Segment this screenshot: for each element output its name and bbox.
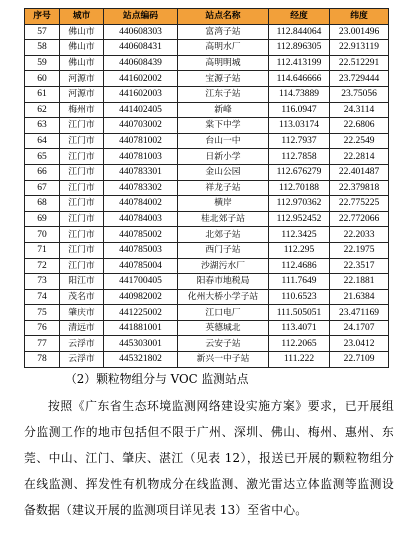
cell-index: 70 (25, 227, 60, 243)
cell-latitude: 22.379818 (330, 180, 389, 196)
table-row (25, 40, 389, 56)
cell-city: 佛山市 (60, 40, 104, 56)
cell-latitude: 23.001496 (330, 24, 389, 40)
cell-station-name: 台山一中 (178, 133, 269, 149)
cell-index: 67 (25, 180, 60, 196)
cell-station-code: 440783302 (104, 180, 178, 196)
cell-index: 66 (25, 164, 60, 180)
cell-latitude: 23.471169 (330, 305, 389, 321)
cell-latitude: 24.1707 (330, 320, 389, 336)
cell-station-code: 440781002 (104, 133, 178, 149)
cell-index: 69 (25, 211, 60, 227)
cell-station-name: 棠下中学 (178, 118, 269, 134)
cell-latitude: 22.7109 (330, 352, 389, 368)
cell-index: 72 (25, 258, 60, 274)
table-row (25, 289, 389, 305)
cell-index: 60 (25, 71, 60, 87)
table-row (25, 305, 389, 321)
cell-latitude: 23.0412 (330, 336, 389, 352)
cell-station-name: 日新小学 (178, 149, 269, 165)
cell-station-code: 440703002 (104, 118, 178, 134)
header-station-code: 站点编码 (104, 9, 178, 25)
cell-station-code: 441402405 (104, 102, 178, 118)
cell-longitude: 113.4071 (269, 320, 330, 336)
table-body (25, 24, 389, 367)
table-row (25, 24, 389, 40)
cell-index: 78 (25, 352, 60, 368)
cell-index: 63 (25, 118, 60, 134)
table-row (25, 258, 389, 274)
cell-station-name: 阳春市地税局 (178, 274, 269, 290)
table-header-row (25, 9, 389, 25)
cell-station-name: 祥龙子站 (178, 180, 269, 196)
cell-longitude: 113.03174 (269, 118, 330, 134)
cell-index: 61 (25, 86, 60, 102)
cell-station-name: 北郊子站 (178, 227, 269, 243)
cell-city: 江门市 (60, 211, 104, 227)
cell-city: 河源市 (60, 71, 104, 87)
cell-longitude: 111.222 (269, 352, 330, 368)
cell-station-name: 西门子站 (178, 242, 269, 258)
cell-index: 75 (25, 305, 60, 321)
cell-latitude: 23.729444 (330, 71, 389, 87)
cell-index: 58 (25, 40, 60, 56)
cell-station-code: 440608303 (104, 24, 178, 40)
cell-station-code: 440784003 (104, 211, 178, 227)
cell-longitude: 114.646666 (269, 71, 330, 87)
table-row (25, 336, 389, 352)
cell-latitude: 22.401487 (330, 164, 389, 180)
cell-longitude: 112.2065 (269, 336, 330, 352)
cell-city: 阳江市 (60, 274, 104, 290)
cell-city: 云浮市 (60, 352, 104, 368)
cell-latitude: 22.913119 (330, 40, 389, 56)
table-row (25, 196, 389, 212)
cell-station-code: 441700405 (104, 274, 178, 290)
cell-latitude: 22.1881 (330, 274, 389, 290)
cell-station-name: 宝源子站 (178, 71, 269, 87)
table-row (25, 55, 389, 71)
cell-city: 河源市 (60, 86, 104, 102)
cell-longitude: 111.7649 (269, 274, 330, 290)
cell-station-name: 富湾子站 (178, 24, 269, 40)
cell-latitude: 22.2033 (330, 227, 389, 243)
cell-longitude: 112.4686 (269, 258, 330, 274)
header-city: 城市 (60, 9, 104, 25)
cell-station-code: 441602002 (104, 71, 178, 87)
cell-city: 肇庆市 (60, 305, 104, 321)
cell-city: 江门市 (60, 118, 104, 134)
cell-city: 江门市 (60, 133, 104, 149)
cell-latitude: 23.75056 (330, 86, 389, 102)
cell-city: 江门市 (60, 149, 104, 165)
cell-longitude: 112.7937 (269, 133, 330, 149)
cell-index: 65 (25, 149, 60, 165)
cell-station-code: 440783301 (104, 164, 178, 180)
cell-longitude: 112.952452 (269, 211, 330, 227)
header-longitude: 经度 (269, 9, 330, 25)
cell-station-name: 横岸 (178, 196, 269, 212)
cell-city: 云浮市 (60, 336, 104, 352)
cell-index: 59 (25, 55, 60, 71)
cell-longitude: 112.970362 (269, 196, 330, 212)
cell-latitude: 22.772066 (330, 211, 389, 227)
cell-city: 茂名市 (60, 289, 104, 305)
cell-city: 江门市 (60, 227, 104, 243)
section-heading: （2）颗粒物组分与 VOC 监测站点 (65, 372, 249, 386)
table-row (25, 71, 389, 87)
table-row (25, 118, 389, 134)
cell-city: 江门市 (60, 242, 104, 258)
table-row (25, 242, 389, 258)
cell-latitude: 22.512291 (330, 55, 389, 71)
table-row (25, 180, 389, 196)
cell-index: 77 (25, 336, 60, 352)
cell-station-code: 440608431 (104, 40, 178, 56)
cell-longitude: 112.7858 (269, 149, 330, 165)
cell-latitude: 24.3114 (330, 102, 389, 118)
cell-latitude: 22.2549 (330, 133, 389, 149)
cell-index: 64 (25, 133, 60, 149)
cell-city: 佛山市 (60, 24, 104, 40)
cell-index: 57 (25, 24, 60, 40)
cell-station-name: 江口电厂 (178, 305, 269, 321)
cell-longitude: 112.295 (269, 242, 330, 258)
monitoring-station-table (24, 8, 389, 368)
cell-city: 江门市 (60, 196, 104, 212)
cell-longitude: 112.676279 (269, 164, 330, 180)
cell-latitude: 22.2814 (330, 149, 389, 165)
cell-longitude: 114.73889 (269, 86, 330, 102)
cell-index: 68 (25, 196, 60, 212)
cell-station-code: 440784002 (104, 196, 178, 212)
table-row (25, 274, 389, 290)
cell-station-name: 新兴一中子站 (178, 352, 269, 368)
cell-city: 梅州市 (60, 102, 104, 118)
section-paragraph: 按照《广东省生态环境监测网络建设实施方案》要求，已开展组分监测工作的地市包括但不限于广州、深圳、佛山、梅州、惠州、东莞、中山、江门、肇庆、湛江（见表 12），报送已开展的颗粒物组分在线监测、挥发性有机物成分在线监测、激光雷达立体监测等监测设备数据（建议开展的监测项目详见表 13）至省中心。 (24, 399, 394, 517)
cell-index: 71 (25, 242, 60, 258)
cell-station-name: 化州大桥小学子站 (178, 289, 269, 305)
cell-station-name: 沙湖污水厂 (178, 258, 269, 274)
cell-station-name: 云安子站 (178, 336, 269, 352)
cell-station-name: 高明明城 (178, 55, 269, 71)
cell-station-code: 441881001 (104, 320, 178, 336)
cell-longitude: 112.413199 (269, 55, 330, 71)
cell-station-code: 445321802 (104, 352, 178, 368)
cell-city: 佛山市 (60, 55, 104, 71)
table-row (25, 102, 389, 118)
header-index: 序号 (25, 9, 60, 25)
cell-index: 73 (25, 274, 60, 290)
cell-station-name: 江东子站 (178, 86, 269, 102)
cell-latitude: 22.1975 (330, 242, 389, 258)
cell-station-code: 440785004 (104, 258, 178, 274)
cell-city: 江门市 (60, 258, 104, 274)
cell-station-code: 441225002 (104, 305, 178, 321)
cell-station-code: 440785002 (104, 227, 178, 243)
table-row (25, 320, 389, 336)
cell-station-name: 新峰 (178, 102, 269, 118)
cell-longitude: 111.505051 (269, 305, 330, 321)
cell-city: 江门市 (60, 164, 104, 180)
cell-station-name: 英德城北 (178, 320, 269, 336)
cell-station-code: 445303001 (104, 336, 178, 352)
cell-city: 清远市 (60, 320, 104, 336)
cell-station-code: 440785003 (104, 242, 178, 258)
table-row (25, 227, 389, 243)
cell-station-name: 高明水厂 (178, 40, 269, 56)
cell-station-code: 440781003 (104, 149, 178, 165)
cell-index: 62 (25, 102, 60, 118)
cell-latitude: 22.3517 (330, 258, 389, 274)
cell-station-name: 金山公园 (178, 164, 269, 180)
cell-longitude: 112.3425 (269, 227, 330, 243)
cell-latitude: 22.6806 (330, 118, 389, 134)
header-latitude: 纬度 (330, 9, 389, 25)
cell-longitude: 116.0947 (269, 102, 330, 118)
table-row (25, 86, 389, 102)
cell-longitude: 112.844064 (269, 24, 330, 40)
cell-index: 76 (25, 320, 60, 336)
table-row (25, 352, 389, 368)
table-row (25, 133, 389, 149)
cell-station-code: 441602003 (104, 86, 178, 102)
cell-longitude: 112.70188 (269, 180, 330, 196)
cell-station-name: 桂北郊子站 (178, 211, 269, 227)
cell-station-code: 440982002 (104, 289, 178, 305)
cell-latitude: 22.775225 (330, 196, 389, 212)
header-station-name: 站点名称 (178, 9, 269, 25)
table-row (25, 211, 389, 227)
cell-longitude: 110.6523 (269, 289, 330, 305)
cell-station-code: 440608439 (104, 55, 178, 71)
cell-city: 江门市 (60, 180, 104, 196)
cell-longitude: 112.896305 (269, 40, 330, 56)
table-row (25, 164, 389, 180)
cell-latitude: 21.6384 (330, 289, 389, 305)
table-row (25, 149, 389, 165)
cell-index: 74 (25, 289, 60, 305)
